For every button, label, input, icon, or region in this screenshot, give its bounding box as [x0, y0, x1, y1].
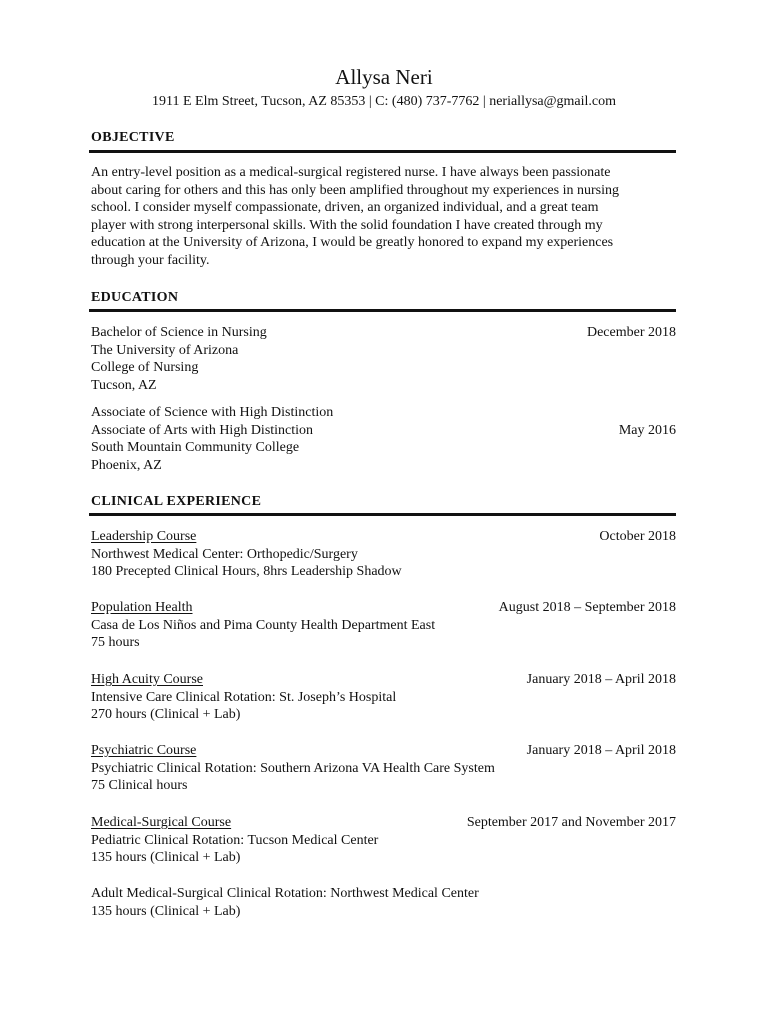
school-name: The University of Arizona	[91, 342, 239, 358]
education-divider	[89, 309, 676, 312]
course-date: August 2018 – September 2018	[498, 600, 676, 615]
clinical-experience-heading: CLINICAL EXPERIENCE	[91, 494, 262, 509]
course-title: Medical-Surgical Course	[91, 815, 232, 830]
course-row	[91, 599, 676, 617]
candidate-name: Allysa Neri	[335, 65, 433, 89]
degree-title: Bachelor of Science in Nursing	[91, 325, 267, 340]
course-detail: 270 hours (Clinical + Lab)	[91, 707, 241, 723]
course-detail: Adult Medical-Surgical Clinical Rotation: Northwest Medical Center	[91, 886, 479, 901]
course-date: January 2018 – April 2018	[526, 672, 676, 687]
college-name: College of Nursing	[91, 360, 199, 376]
course-detail: 75 hours	[91, 635, 140, 651]
degree-title: Associate of Arts with High Distinction	[91, 422, 314, 438]
course-date: October 2018	[599, 529, 676, 544]
education-entry-associate	[91, 404, 676, 474]
course-title: Psychiatric Course	[91, 743, 197, 758]
course-title: Leadership Course	[91, 529, 197, 544]
clinical-entry-population-health	[91, 599, 676, 652]
course-detail: 75 Clinical hours	[91, 778, 188, 794]
objective-heading: OBJECTIVE	[91, 130, 175, 145]
objective-divider	[89, 150, 676, 153]
course-detail: 180 Precepted Clinical Hours, 8hrs Leadership Shadow	[91, 564, 402, 580]
course-date: January 2018 – April 2018	[526, 743, 676, 758]
clinical-entry-high-acuity	[91, 671, 676, 724]
course-date: September 2017 and November 2017	[466, 815, 676, 830]
clinical-entry-psychiatric	[91, 742, 676, 795]
education-heading: EDUCATION	[91, 290, 179, 305]
objective-line: through your facility.	[91, 252, 210, 268]
objective-line: school. I consider myself compassionate, driven, an organized individual, and a great team	[91, 200, 599, 216]
course-detail: 135 hours (Clinical + Lab)	[91, 850, 241, 866]
clinical-divider	[89, 513, 676, 516]
course-row	[91, 528, 676, 546]
contact-line: 1911 E Elm Street, Tucson, AZ 85353 | C: (480) 737-7762 | neriallysa@gmail.com	[152, 94, 616, 109]
course-detail: Casa de Los Niños and Pima County Health Department East	[91, 617, 436, 633]
course-detail: Psychiatric Clinical Rotation: Southern Arizona VA Health Care System	[91, 760, 495, 776]
degree-row	[91, 324, 676, 342]
course-title: High Acuity Course	[91, 672, 203, 687]
school-location: Phoenix, AZ	[91, 457, 162, 473]
clinical-entry-medical-surgical	[91, 814, 676, 867]
objective-line: An entry-level position as a medical-surgical registered nurse. I have always been passionate	[91, 165, 611, 180]
course-detail: Pediatric Clinical Rotation: Tucson Medical Center	[91, 832, 379, 848]
course-row	[91, 671, 676, 689]
objective-line: about caring for others and this has only been amplified throughout my experiences in nursing	[91, 182, 619, 198]
course-detail: 135 hours (Clinical + Lab)	[91, 903, 241, 919]
school-location: Tucson, AZ	[91, 377, 157, 393]
degree-title: Associate of Science with High Distinction	[91, 405, 334, 420]
course-title: Population Health	[91, 600, 193, 615]
clinical-entry-adult-med-surg	[91, 885, 676, 920]
objective-line: education at the University of Arizona, I would be greatly honored to expand my experiences	[91, 235, 614, 251]
course-detail: Northwest Medical Center: Orthopedic/Surgery	[91, 546, 358, 562]
objective-paragraph	[91, 164, 677, 270]
clinical-entry-leadership	[91, 528, 676, 581]
degree-row	[91, 422, 676, 440]
course-detail: Intensive Care Clinical Rotation: St. Joseph’s Hospital	[91, 689, 397, 705]
graduation-date: May 2016	[618, 422, 676, 438]
objective-line: player with strong interpersonal skills. With the solid foundation I have created through my	[91, 217, 603, 233]
course-row	[91, 742, 676, 760]
graduation-date: December 2018	[586, 325, 676, 340]
education-entry-bsn	[91, 324, 676, 394]
course-row	[91, 814, 676, 832]
school-name: South Mountain Community College	[91, 440, 300, 456]
